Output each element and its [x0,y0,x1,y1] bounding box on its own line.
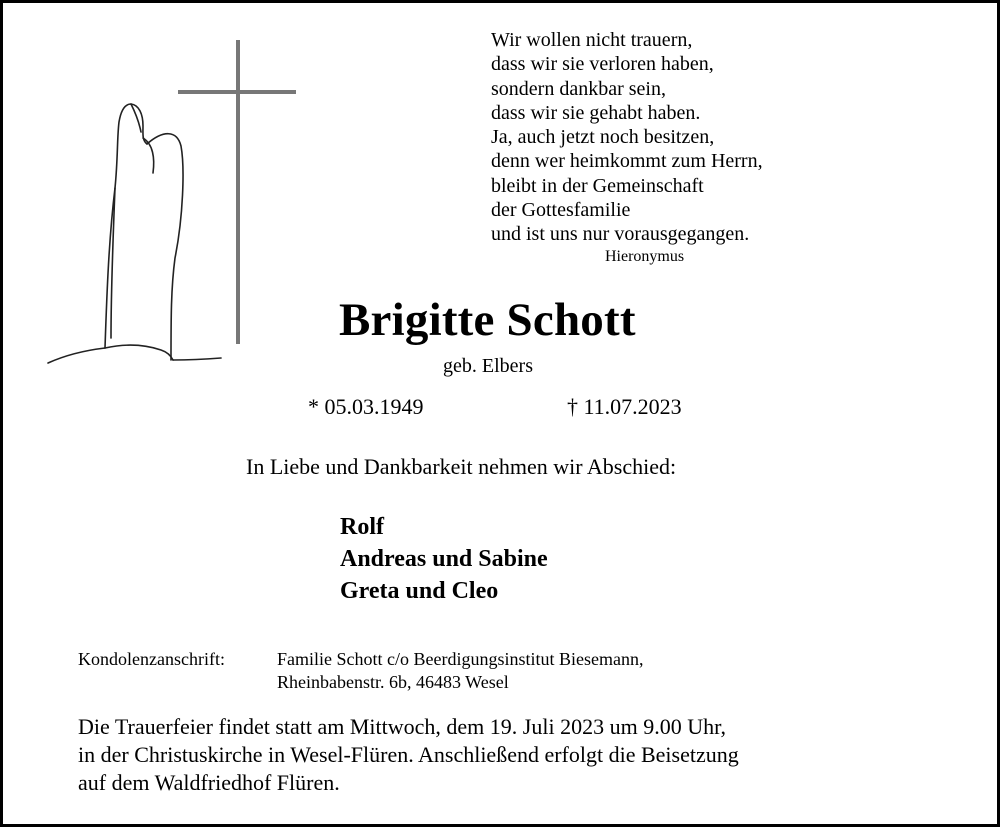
mourner-item: Rolf [340,514,384,540]
mourner-item: Greta und Cleo [340,578,499,604]
service-line: auf dem Waldfriedhof Flüren. [78,770,340,795]
maiden-name: geb. Elbers [443,355,533,377]
service-line: Die Trauerfeier findet statt am Mittwoch, dem 19. Juli 2023 um 9.00 Uhr, [78,714,727,739]
poem-line: Ja, auch jetzt noch besitzen, [491,126,715,149]
condolence-address [78,648,643,694]
condolence-line: Rheinbabenstr. 6b, 46483 Wesel [277,672,509,692]
poem-line: bleibt in der Gemeinschaft [491,174,704,197]
angel-cross-illustration [43,38,313,378]
condolence-line: Familie Schott c/o Beerdigungsinstitut Biesemann, [277,649,644,669]
condolence-label: Kondolenzanschrift: [78,649,225,669]
poem-line: dass wir sie gehabt haben. [491,101,701,124]
poem-line: und ist uns nur vorausgegangen. [491,223,750,246]
mourner-item: Andreas und Sabine [340,546,548,572]
poem-line: Wir wollen nicht trauern, [491,29,693,51]
mourners-list [340,511,548,607]
service-line: in der Christuskirche in Wesel-Flüren. Anschließend erfolgt die Beisetzung [78,742,739,767]
poem [491,28,763,247]
service-info [78,713,739,797]
deceased-name: Brigitte Schott [339,294,636,346]
death-date: † 11.07.2023 [567,394,682,419]
farewell-text: In Liebe und Dankbarkeit nehmen wir Abschied: [246,454,677,479]
angel-icon [48,104,221,363]
poem-line: dass wir sie verloren haben, [491,53,714,76]
birth-date: * 05.03.1949 [308,394,424,419]
poem-line: denn wer heimkommt zum Herrn, [491,150,763,173]
cross-icon [178,40,296,344]
poem-line: sondern dankbar sein, [491,77,666,100]
poem-author: Hieronymus [605,248,685,265]
poem-line: der Gottesfamilie [491,199,631,222]
